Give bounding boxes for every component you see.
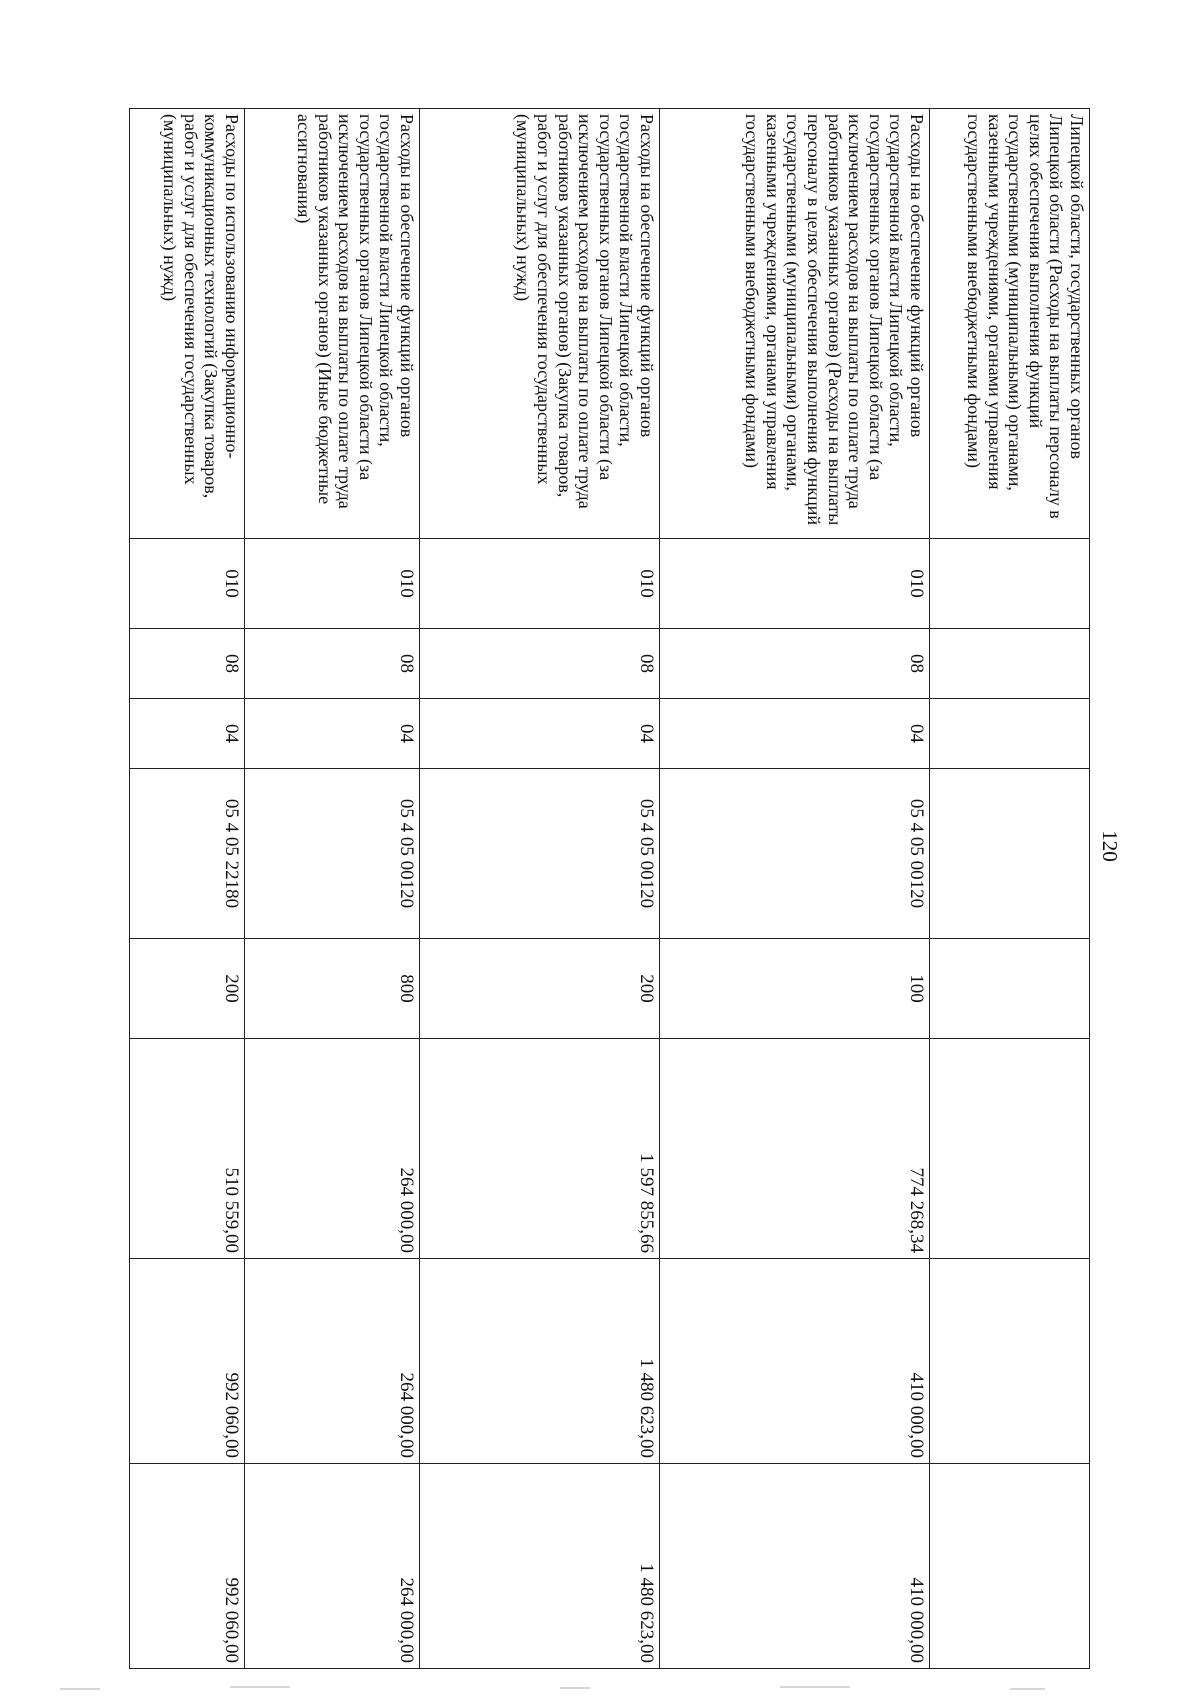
section-cell: 08 [130, 629, 245, 699]
amount-2-cell: 992 060,00 [130, 1259, 245, 1464]
row-description: Расходы на обеспечение функций органов государственной власти Липецкой области, государственных органов Липецкой области (за исключением расходов на выплаты по оплате труда работников указанных органов) (Расходы на выплаты персоналу в целях обеспечения выполнения функций государственными (муниципальными) органами, казенными учреждениями, органами управления государственными внебюджетными фондами) [660, 109, 930, 539]
amount-3-cell [930, 1464, 1090, 1669]
subsection-cell: 04 [660, 699, 930, 769]
scan-artifact [60, 1688, 100, 1690]
subsection-cell: 04 [130, 699, 245, 769]
ministry-code-cell: 010 [660, 539, 930, 629]
amount-3-cell: 264 000,00 [245, 1464, 420, 1669]
section-cell: 08 [420, 629, 660, 699]
expense-type-cell [930, 939, 1090, 1039]
row-description: Расходы по использованию информационно-коммуникационных технологий (Закупка товаров, работ и услуг для обеспечения государственных (муниципальных) нужд) [130, 109, 245, 539]
expense-type-cell: 800 [245, 939, 420, 1039]
row-description: Расходы на обеспечение функций органов государственной власти Липецкой области, государственных органов Липецкой области (за исключением расходов на выплаты по оплате труда работников указанных органов) (Иные бюджетные ассигнования) [245, 109, 420, 539]
ministry-code-cell: 010 [130, 539, 245, 629]
scan-artifact [560, 1687, 590, 1689]
row-description: Расходы на обеспечение функций органов государственной власти Липецкой области, государственных органов Липецкой области (за исключением расходов на выплаты по оплате труда работников указанных органов) (Закупка товаров, работ и услуг для обеспечения государственных (муниципальных) нужд) [420, 109, 660, 539]
amount-2-cell: 1 480 623,00 [420, 1259, 660, 1464]
amount-1-cell: 1 597 855,66 [420, 1039, 660, 1259]
subsection-cell: 04 [245, 699, 420, 769]
ministry-code-cell: 010 [245, 539, 420, 629]
amount-1-cell: 510 559,00 [130, 1039, 245, 1259]
scan-artifact [1010, 1688, 1045, 1690]
target-article-cell [930, 769, 1090, 939]
row-description: Липецкой области, государственных органов Липецкой области (Расходы на выплаты персоналу в целях обеспечения выполнения функций государственными (муниципальными) органами, казенными учреждениями, органами управления государственными внебюджетными фондами) [930, 109, 1090, 539]
section-cell [930, 629, 1090, 699]
amount-2-cell [930, 1259, 1090, 1464]
table-row [420, 109, 660, 1669]
subsection-cell: 04 [420, 699, 660, 769]
page-number: 120 [1098, 830, 1122, 862]
ministry-code-cell: 010 [420, 539, 660, 629]
amount-3-cell: 992 060,00 [130, 1464, 245, 1669]
target-article-cell: 05 4 05 00120 [420, 769, 660, 939]
table-row [930, 109, 1090, 1669]
expense-type-cell: 100 [660, 939, 930, 1039]
amount-2-cell: 264 000,00 [245, 1259, 420, 1464]
scan-artifact [780, 1686, 850, 1688]
budget-table [129, 108, 1090, 1669]
section-cell: 08 [245, 629, 420, 699]
amount-1-cell: 774 268,34 [660, 1039, 930, 1259]
amount-3-cell: 410 000,00 [660, 1464, 930, 1669]
amount-1-cell [930, 1039, 1090, 1259]
expense-type-cell: 200 [420, 939, 660, 1039]
table-row [245, 109, 420, 1669]
target-article-cell: 05 4 05 00120 [660, 769, 930, 939]
table-row [130, 109, 245, 1669]
ministry-code-cell [930, 539, 1090, 629]
scan-artifact [230, 1686, 290, 1688]
subsection-cell [930, 699, 1090, 769]
amount-2-cell: 410 000,00 [660, 1259, 930, 1464]
amount-1-cell: 264 000,00 [245, 1039, 420, 1259]
target-article-cell: 05 4 05 22180 [130, 769, 245, 939]
expense-type-cell: 200 [130, 939, 245, 1039]
budget-table-rotated [130, 108, 1090, 1668]
section-cell: 08 [660, 629, 930, 699]
target-article-cell: 05 4 05 00120 [245, 769, 420, 939]
table-row [660, 109, 930, 1669]
amount-3-cell: 1 480 623,00 [420, 1464, 660, 1669]
